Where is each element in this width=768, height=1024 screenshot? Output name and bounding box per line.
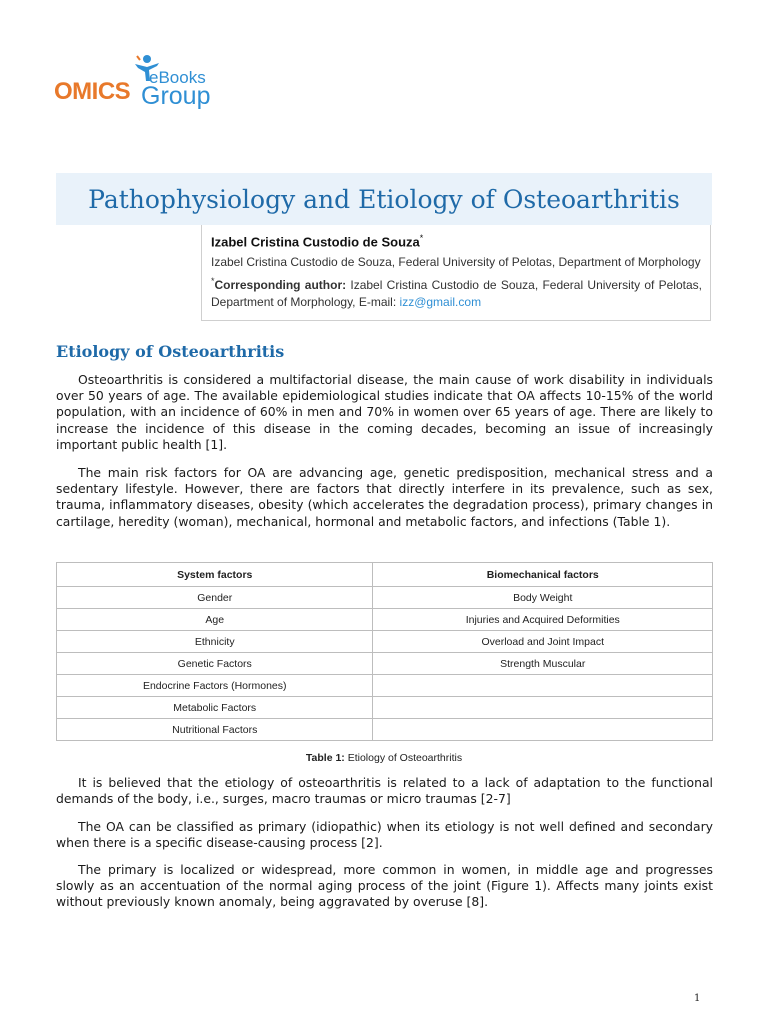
table-row	[57, 587, 713, 609]
logo-ebooks-text: eBooks	[149, 68, 206, 87]
page-number: 1	[694, 993, 701, 1004]
table-cell: Age	[57, 609, 373, 631]
author-name: Izabel Cristina Custodio de Souza*	[211, 233, 424, 250]
paragraph: Osteoarthritis is considered a multifactorial disease, the main cause of work disability in individuals over 50 years of age. The available epidemiological studies indicate that OA affects 10-15% of the world population, with an incidence of 60% in men and 70% in women over 65 years of age. There are likely to increase the incidence of this disease in the coming decades, becoming an issue of increasingly important public health [1].	[56, 372, 713, 452]
table-header-cell: Biomechanical factors	[373, 563, 713, 587]
table-cell: Body Weight	[373, 587, 713, 609]
table-header-row	[57, 563, 713, 587]
table-row	[57, 719, 713, 741]
table-row	[57, 609, 713, 631]
table-header-cell: System factors	[57, 563, 373, 587]
title-banner	[56, 173, 712, 225]
logo-omics-text: OMICS	[54, 78, 131, 105]
table-row	[57, 631, 713, 653]
etiology-factors-table	[56, 562, 713, 741]
section-heading: Etiology of Osteoarthritis	[56, 342, 285, 361]
logo-group-text: Group	[141, 82, 211, 110]
document-title: Pathophysiology and Etiology of Osteoarthritis	[88, 184, 680, 214]
table-cell: Endocrine Factors (Hormones)	[57, 675, 373, 697]
author-info-box	[201, 225, 711, 321]
table-cell	[373, 675, 713, 697]
table-row	[57, 697, 713, 719]
table-cell	[373, 719, 713, 741]
paragraph: The primary is localized or widespread, more common in women, in middle age and progresses slowly as an accentuation of the normal aging process of the joint (Figure 1). Affects many joints exist without previously known anomaly, being aggravated by overuse [8].	[56, 862, 713, 910]
omics-ebooks-group-logo	[54, 52, 224, 116]
table-cell: Genetic Factors	[57, 653, 373, 675]
table-cell: Overload and Joint Impact	[373, 631, 713, 653]
author-email-link[interactable]: izz@gmail.com	[399, 295, 482, 310]
paragraph: The OA can be classified as primary (idiopathic) when its etiology is not well defined and secondary when there is a specific disease-causing process [2].	[56, 819, 713, 851]
table-cell: Ethnicity	[57, 631, 373, 653]
author-affiliation: Izabel Cristina Custodio de Souza, Federal University of Pelotas, Department of Morphology	[211, 255, 701, 270]
table-caption: Table 1: Etiology of Osteoarthritis	[305, 752, 463, 764]
table-cell: Strength Muscular	[373, 653, 713, 675]
table-cell: Injuries and Acquired Deformities	[373, 609, 713, 631]
table-row	[57, 653, 713, 675]
paragraph: The main risk factors for OA are advancing age, genetic predisposition, mechanical stress and a sedentary lifestyle. However, there are factors that directly interfere in its prevalence, such as sex, trauma, inflammatory diseases, obesity (which accelerates the degradation process), primary changes in cartilage, heredity (woman), mechanical, hormonal and metabolic factors, and infections (Table 1).	[56, 465, 713, 529]
table-cell: Nutritional Factors	[57, 719, 373, 741]
table-row	[57, 675, 713, 697]
table-cell: Gender	[57, 587, 373, 609]
corresponding-author: *Corresponding author: Izabel Cristina Custodio de Souza, Federal University of Pelotas, Department of Morphology, E-mail: izz@gmail.com	[211, 276, 702, 310]
table-cell: Metabolic Factors	[57, 697, 373, 719]
paragraph: It is believed that the etiology of osteoarthritis is related to a lack of adaptation to the functional demands of the body, i.e., surges, macro traumas or micro traumas [2-7]	[56, 775, 713, 807]
table-cell	[373, 697, 713, 719]
